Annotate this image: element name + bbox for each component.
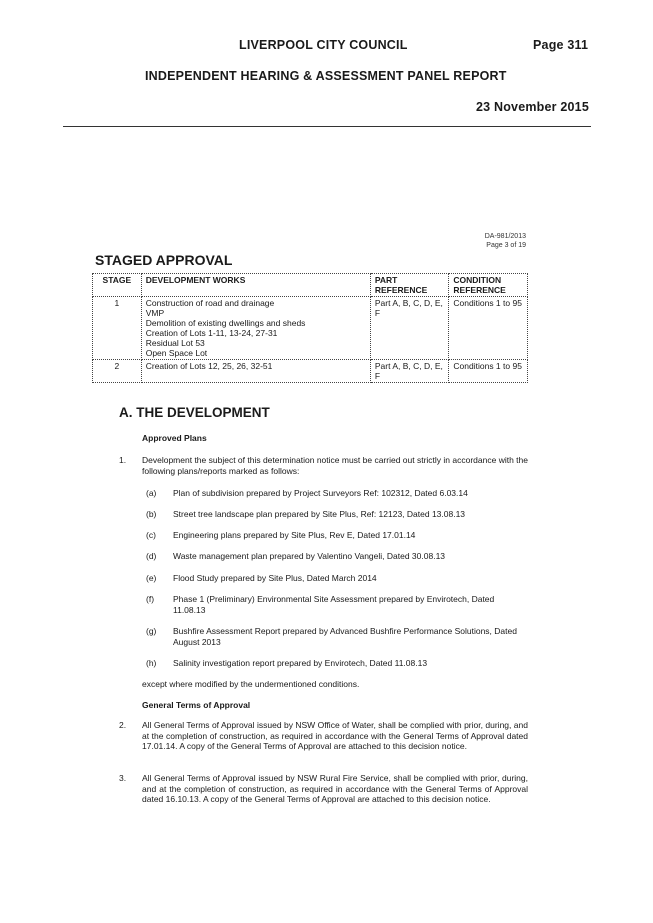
works-line: Creation of Lots 12, 25, 26, 32-51 bbox=[145, 361, 273, 371]
subitem-label: (g) bbox=[146, 626, 157, 636]
subitem-text: Plan of subdivision prepared by Project Surveyors Ref: 102312, Dated 6.03.14 bbox=[173, 488, 468, 498]
subitem-text: Engineering plans prepared by Site Plus, Rev E, Dated 17.01.14 bbox=[173, 530, 416, 540]
report-title: INDEPENDENT HEARING & ASSESSMENT PANEL REPORT bbox=[145, 69, 507, 83]
subitem-label: (b) bbox=[146, 509, 157, 519]
works-line: Residual Lot 53 bbox=[145, 338, 205, 348]
works-line: Creation of Lots 1-11, 13-24, 27-31 bbox=[145, 328, 278, 338]
item-number: 2. bbox=[119, 720, 127, 730]
page-of-label: Page 3 of 19 bbox=[486, 242, 526, 249]
subitem-label: (c) bbox=[146, 530, 156, 540]
table-header-row bbox=[93, 274, 528, 297]
subitem-text: Phase 1 (Preliminary) Environmental Site Assessment prepared by Envirotech, Dated 11.08.13 bbox=[173, 594, 495, 615]
general-terms-heading: General Terms of Approval bbox=[142, 700, 251, 710]
condition-reference-cell: Conditions 1 to 95 bbox=[449, 297, 528, 360]
subitem-text: Waste management plan prepared by Valentino Vangeli, Dated 30.08.13 bbox=[173, 551, 446, 561]
works-line: Demolition of existing dwellings and sheds bbox=[145, 318, 306, 328]
item-text: All General Terms of Approval issued by NSW Office of Water, shall be complied with prior, during, and at the completion of construction, as required in accordance with the General Terms of Approval dated 17.01.14. A copy of the General Terms of Approval are attached to this decision notice. bbox=[142, 720, 528, 751]
item-closing-text: except where modified by the undermentioned conditions. bbox=[142, 679, 360, 689]
col-condition-reference: CONDITION REFERENCE bbox=[449, 274, 528, 297]
subitem-text: Street tree landscape plan prepared by Site Plus, Ref: 12123, Dated 13.08.13 bbox=[173, 509, 466, 519]
col-part-reference: PART REFERENCE bbox=[370, 274, 449, 297]
staged-approval-table bbox=[92, 273, 528, 383]
header-divider bbox=[63, 126, 591, 127]
item-text: Development the subject of this determination notice must be carried out strictly in accordance with the following plans/reports marked as follows: bbox=[142, 455, 528, 476]
part-reference-cell: Part A, B, C, D, E, F bbox=[370, 360, 449, 383]
item-number: 1. bbox=[119, 455, 127, 465]
subitem-label: (f) bbox=[146, 594, 155, 604]
staged-approval-heading: STAGED APPROVAL bbox=[95, 252, 233, 268]
subitem-label: (a) bbox=[146, 488, 157, 498]
subitem-label: (h) bbox=[146, 658, 157, 668]
works-cell bbox=[141, 360, 370, 383]
col-stage: STAGE bbox=[93, 274, 142, 297]
table-row bbox=[93, 360, 528, 383]
item-text: All General Terms of Approval issued by NSW Rural Fire Service, shall be complied with prior, during, and at the completion of construction, as required in accordance with the General Terms of Approval dated 16.10.13. A copy of the General Terms of Approval are attached to this decision notice. bbox=[142, 773, 528, 804]
works-line: Construction of road and drainage bbox=[145, 298, 275, 308]
part-reference-cell: Part A, B, C, D, E, F bbox=[370, 297, 449, 360]
works-line: VMP bbox=[145, 308, 165, 318]
report-date: 23 November 2015 bbox=[476, 100, 589, 114]
subitem-label: (e) bbox=[146, 573, 157, 583]
subitem-text: Salinity investigation report prepared by Envirotech, Dated 11.08.13 bbox=[173, 658, 428, 668]
approved-plans-heading: Approved Plans bbox=[142, 433, 207, 443]
item-number: 3. bbox=[119, 773, 127, 783]
subitem-label: (d) bbox=[146, 551, 157, 561]
stage-cell: 2 bbox=[93, 360, 142, 383]
col-development-works: DEVELOPMENT WORKS bbox=[141, 274, 370, 297]
council-name: LIVERPOOL CITY COUNCIL bbox=[239, 38, 408, 52]
subitem-text: Flood Study prepared by Site Plus, Dated March 2014 bbox=[173, 573, 377, 583]
section-a-heading: A. THE DEVELOPMENT bbox=[119, 405, 270, 420]
works-line: Open Space Lot bbox=[145, 348, 208, 358]
page-number: Page 311 bbox=[533, 38, 589, 52]
condition-reference-cell: Conditions 1 to 95 bbox=[449, 360, 528, 383]
table-row bbox=[93, 297, 528, 360]
da-number: DA-981/2013 bbox=[484, 233, 526, 240]
stage-cell: 1 bbox=[93, 297, 142, 360]
subitem-text: Bushfire Assessment Report prepared by Advanced Bushfire Performance Solutions, Dated August 2013 bbox=[173, 626, 517, 647]
works-cell bbox=[141, 297, 370, 360]
